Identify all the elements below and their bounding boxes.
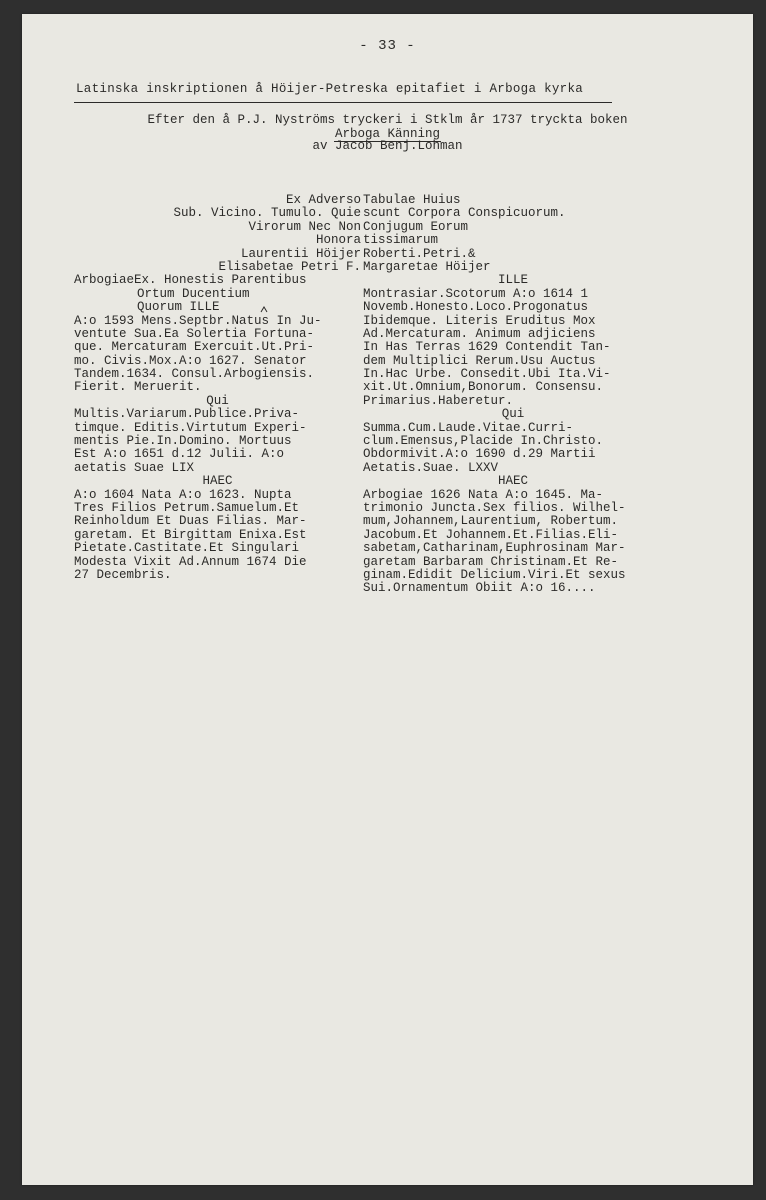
text-line: mentis Pie.In.Domino. Mortuus	[74, 434, 292, 449]
text-line: Sui.Ornamentum Obiit A:o 16....	[363, 581, 596, 596]
text-line: A:o 1593 Mens.Septbr.Natus In Ju-	[74, 313, 322, 328]
section-heading: Qui	[501, 407, 525, 422]
text-line: garetam Barbaram Christinam.Et Re-	[363, 554, 619, 569]
text-line: Summa.Cum.Laude.Vitae.Curri-	[363, 420, 574, 435]
text-line: Ortum Ducentium	[137, 286, 250, 301]
text-line: tissimarum	[363, 233, 439, 248]
text-line: garetam. Et Birgittam Enixa.Est	[74, 527, 307, 542]
text-line: Tandem.1634. Consul.Arbogiensis.	[74, 367, 315, 382]
text-line: que. Mercaturam Exercuit.Ut.Pri-	[74, 340, 315, 355]
book-title: Arboga Känning	[334, 127, 441, 141]
text-line: Obdormivit.A:o 1690 d.29 Martii	[363, 447, 596, 462]
text-line: Fierit. Meruerit.	[74, 380, 202, 395]
text-line: ventute Sua.Ea Solertia Fortuna-	[74, 326, 315, 341]
text-line: Novemb.Honesto.Loco.Progonatus	[363, 300, 589, 315]
text-line: ginam.Edidit Delicium.Viri.Et sexus	[363, 567, 626, 582]
right-inscription-column	[363, 194, 663, 596]
text-line: mo. Civis.Mox.A:o 1627. Senator	[74, 353, 307, 368]
text-line: Margaretae Höijer	[363, 259, 491, 274]
text-line: scunt Corpora Conspicuorum.	[363, 206, 566, 221]
text-line: Laurentii Höijer	[240, 246, 361, 261]
text-line: trimonio Juncta.Sex filios. Wilhel-	[363, 500, 626, 515]
title-underline	[74, 102, 612, 103]
insertion-caret-icon	[260, 305, 266, 311]
text-line: Conjugum Eorum	[363, 219, 469, 234]
text-line: sabetam,Catharinam,Euphrosinam Mar-	[363, 541, 626, 556]
source-line: Efter den å P.J. Nyströms tryckeri i Stklm år 1737 tryckta boken	[147, 113, 628, 127]
text-line: Ibidemque. Literis Eruditus Mox	[363, 313, 596, 328]
text-line: Ad.Mercaturam. Animum adjiciens	[363, 326, 596, 341]
text-line: Elisabetae Petri F.	[218, 259, 361, 274]
text-line: Pietate.Castitate.Et Singulari	[74, 541, 300, 556]
document-title: Latinska inskriptionen å Höijer-Petreska epitafiet i Arboga kyrka	[76, 82, 584, 96]
text-line: Est A:o 1651 d.12 Julii. A:o	[74, 447, 285, 462]
left-inscription-column	[74, 194, 361, 582]
text-line: Montrasiar.Scotorum A:o 1614 1	[363, 286, 589, 301]
text-line: xit.Ut.Omnium,Bonorum. Consensu.	[363, 380, 604, 395]
text-line: Tres Filios Petrum.Samuelum.Et	[74, 500, 300, 515]
text-line: Tabulae Huius	[363, 193, 461, 207]
text-line: Sub. Vicino. Tumulo. Quie	[173, 206, 361, 221]
text-line: Reinholdum Et Duas Filias. Mar-	[74, 514, 307, 529]
author-line: av Jacob Benj.Lohman	[312, 139, 463, 153]
page-number: - 33 -	[359, 38, 416, 54]
text-line: Quorum ILLE	[137, 300, 220, 315]
text-line: Jacobum.Et Johannem.Et.Filias.Eli-	[363, 527, 619, 542]
section-heading: Qui	[206, 393, 229, 408]
text-line: Primarius.Haberetur.	[363, 393, 514, 408]
text-line: mum,Johannem,Laurentium, Robertum.	[363, 514, 619, 529]
section-heading: HAEC	[497, 474, 528, 489]
text-line: Roberti.Petri.&	[363, 246, 476, 261]
section-heading: ILLE	[497, 273, 528, 288]
text-line: Aetatis.Suae. LXXV	[363, 460, 499, 475]
text-line: Multis.Variarum.Publice.Priva-	[74, 407, 300, 422]
text-line: Virorum Nec Non	[248, 219, 361, 234]
text-line: In Has Terras 1629 Contendit Tan-	[363, 340, 611, 355]
text-line: timque. Editis.Virtutum Experi-	[74, 420, 307, 435]
text-line: Honora	[315, 233, 361, 248]
text-line: Modesta Vixit Ad.Annum 1674 Die	[74, 554, 307, 569]
text-line: dem Multiplici Rerum.Usu Auctus	[363, 353, 596, 368]
text-line: ArbogiaeEx. Honestis Parentibus	[74, 273, 307, 288]
text-line: clum.Emensus,Placide In.Christo.	[363, 434, 604, 449]
text-line: Arbogiae 1626 Nata A:o 1645. Ma-	[363, 487, 604, 502]
text-line: In.Hac Urbe. Consedit.Ubi Ita.Vi-	[363, 367, 611, 382]
text-line: A:o 1604 Nata A:o 1623. Nupta	[74, 487, 292, 502]
text-line: Ex Adverso	[285, 193, 361, 207]
text-line: 27 Decembris.	[74, 567, 172, 582]
text-line: aetatis Suae LIX	[74, 460, 195, 475]
document-page	[22, 14, 753, 1185]
section-heading: HAEC	[202, 474, 233, 489]
